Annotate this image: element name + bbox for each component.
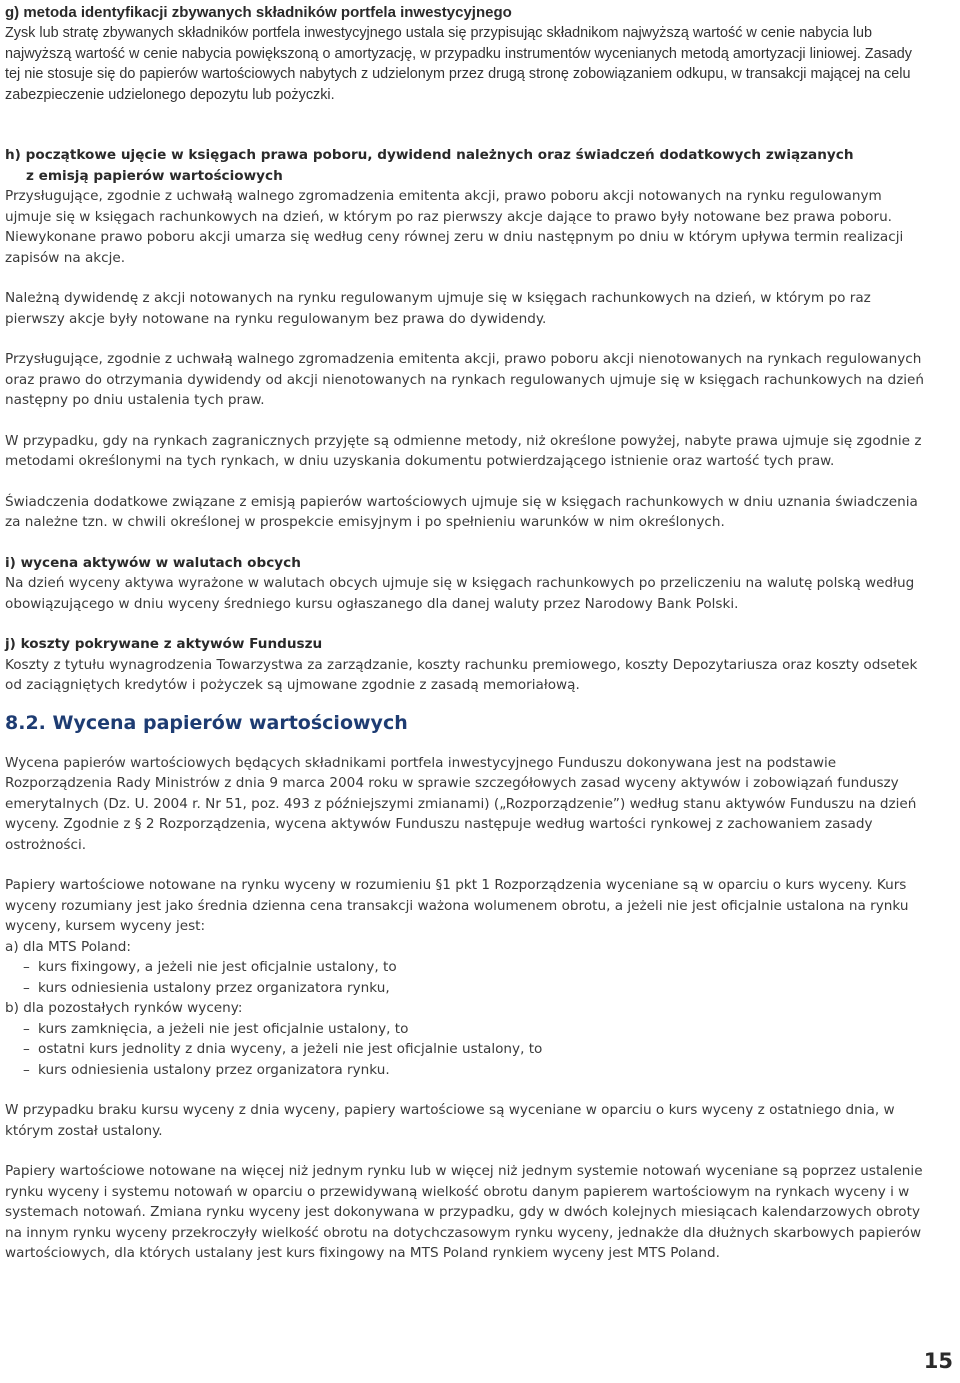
section-h-heading	[5, 145, 925, 186]
section-8-2-paragraph-2: Papiery wartościowe notowane na rynku wyceny w rozumieniu §1 pkt 1 Rozporządzenia wyceniane są w oparciu o kurs wyceny. Kurs wyceny rozumiany jest jako średnia dzienna cena transakcji ważona wolumenem obrotu, a jeżeli nie jest oficjalnie ustalona na rynku wyceny, kursem wyceny jest:	[5, 877, 909, 934]
list-b-label: b) dla pozostałych rynków wyceny:	[5, 1000, 243, 1016]
list-a	[5, 957, 925, 998]
list-item: – kurs zamknięcia, a jeżeli nie jest oficjalnie ustalony, to	[23, 1020, 409, 1037]
list-item: – ostatni kurs jednolity z dnia wyceny, a jeżeli nie jest oficjalnie ustalony, to	[23, 1041, 543, 1057]
section-g	[5, 3, 925, 105]
section-h-paragraph-4: W przypadku, gdy na rynkach zagranicznych przyjęte są odmienne metody, niż określone powyżej, nabyte prawa ujmuje się zgodnie z metodami określonymi na tych rynkach, w dniu uzyskania dokumentu potwierdzającego istnienie oraz wartość tych praw.	[5, 432, 922, 469]
section-h-paragraph-1: Przysługujące, zgodnie z uchwałą walnego zgromadzenia emitenta akcji, prawo poboru akcji notowanych na rynku regulowanym ujmuje się w księgach rachunkowych na dzień, w którym po raz pierwszy akcje dające to prawo były notowane bez prawa poboru. Niewykonane prawo poboru akcji umarza się według ceny równej zeru w dniu następnym po dniu w którym upływa termin realizacji zapisów na akcje.	[5, 188, 904, 266]
section-8-2-paragraph-1: Wycena papierów wartościowych będących składnikami portfela inwestycyjnego Funduszu dokonywana jest na podstawie Rozporządzenia Rady Ministrów z dnia 9 marca 2004 roku w sprawie szczegółowych zasad wyceny aktywów i zobowiązań funduszy emerytalnych (Dz. U. 2004 r. Nr 51, poz. 493 z późniejszymi zmianami) („Rozporządzenie”) według stanu aktywów Funduszu na dzień wyceny. Zgodnie z § 2 Rozporządzenia, wycena aktywów Funduszu następuje według wartości rynkowej z zachowaniem zasady ostrożności.	[5, 754, 917, 853]
section-j-paragraph: Koszty z tytułu wynagrodzenia Towarzystwa za zarządzanie, koszty rachunku premiowego, koszty Depozytariusza oraz koszty odsetek od zaciągniętych kredytów i pożyczek są ujmowane zgodnie z zasadą memoriałową.	[5, 656, 918, 693]
section-i-paragraph: Na dzień wyceny aktywa wyrażone w walutach obcych ujmuje się w księgach rachunkowych po przeliczeniu na walutę polską według obowiązującego w dniu wyceny średniego kursu ogłaszanego dla danej waluty przez Narodowy Bank Polski.	[5, 575, 915, 612]
section-g-paragraph: Zysk lub stratę zbywanych składników portfela inwestycyjnego ustala się przypisując składnikom najwyższą wartość w cenie nabycia lub najwyższą wartość w cenie nabycia powiększoną o amortyzację, w przypadku instrumentów wycenianych metodą amortyzacji liniowej. Zasady tej nie stosuje się do papierów wartościowych nabytych z udzielonym przez drugą stronę zobowiązaniem odkupu, w transakcji mającej na celu zabezpieczenie udzielonego depozytu lub pożyczki.	[5, 25, 913, 103]
section-8-2	[5, 711, 925, 1264]
section-h	[5, 145, 925, 533]
list-item: – kurs odniesienia ustalony przez organizatora rynku,	[23, 979, 390, 996]
document-page	[5, 0, 925, 1264]
section-i-heading: i) wycena aktywów w walutach obcych	[5, 554, 301, 571]
section-g-heading: g) metoda identyfikacji zbywanych składników portfela inwestycyjnego	[5, 4, 512, 21]
section-j	[5, 634, 925, 696]
section-h-heading-line2: z emisją papierów wartościowych	[26, 167, 283, 184]
list-item: – kurs fixingowy, a jeżeli nie jest oficjalnie ustalony, to	[23, 959, 397, 975]
section-8-2-paragraph-3: W przypadku braku kursu wyceny z dnia wyceny, papiery wartościowe są wyceniane w oparciu o kurs wyceny z ostatniego dnia, w którym został ustalony.	[5, 1102, 895, 1139]
page-number: 15	[923, 1349, 953, 1373]
section-8-2-paragraph-4: Papiery wartościowe notowane na więcej niż jednym rynku lub w więcej niż jednym systemie notowań wyceniane są poprzez ustalenie rynku wyceny i systemu notowań w oparciu o przewidywaną wielkość obrotu danym papierem wartościowym na rynkach wyceny i w systemach notowań. Zmiana rynku wyceny jest dokonywana w przypadku, gdy w dwóch kolejnych miesiącach kalendarzowych obroty na innym rynku wyceny przekroczyły wielkość obrotu na dotychczasowym rynku wyceny, jednakże dla dłużnych skarbowych papierów wartościowych, dla których ustalany jest kurs fixingowy na MTS Poland rynkiem wyceny jest MTS Poland.	[5, 1163, 923, 1261]
section-8-2-title: Wycena papierów wartościowych	[52, 711, 408, 734]
section-h-paragraph-3: Przysługujące, zgodnie z uchwałą walnego zgromadzenia emitenta akcji, prawo poboru akcji nienotowanych na rynkach regulowanych oraz prawo do otrzymania dywidendy od akcji nienotowanych na rynkach regulowanych ujmuje się w księgach rachunkowych na dzień następny po dniu ustalenia tych praw.	[5, 351, 924, 408]
list-item: – kurs odniesienia ustalony przez organizatora rynku.	[23, 1061, 390, 1078]
list-b	[5, 1019, 925, 1081]
section-i	[5, 553, 925, 615]
section-h-paragraph-2: Należną dywidendę z akcji notowanych na rynku regulowanym ujmuje się w księgach rachunkowych na dzień, w którym po raz pierwszy akcje były notowane na rynku regulowanym bez prawa do dywidendy.	[5, 290, 871, 327]
section-8-2-number: 8.2.	[5, 711, 46, 734]
section-h-heading-line1: h) początkowe ujęcie w księgach prawa poboru, dywidend należnych oraz świadczeń dodatkowych związanych	[5, 147, 854, 163]
section-8-2-heading	[5, 711, 925, 735]
section-h-paragraph-5: Świadczenia dodatkowe związane z emisją papierów wartościowych ujmuje się w księgach rachunkowych w dniu uznania świadczenia za należne tzn. w chwili określonej w prospekcie emisyjnym i po spełnieniu warunków w nim określonych.	[5, 493, 918, 530]
list-a-label: a) dla MTS Poland:	[5, 938, 131, 955]
section-j-heading: j) koszty pokrywane z aktywów Funduszu	[5, 636, 323, 652]
